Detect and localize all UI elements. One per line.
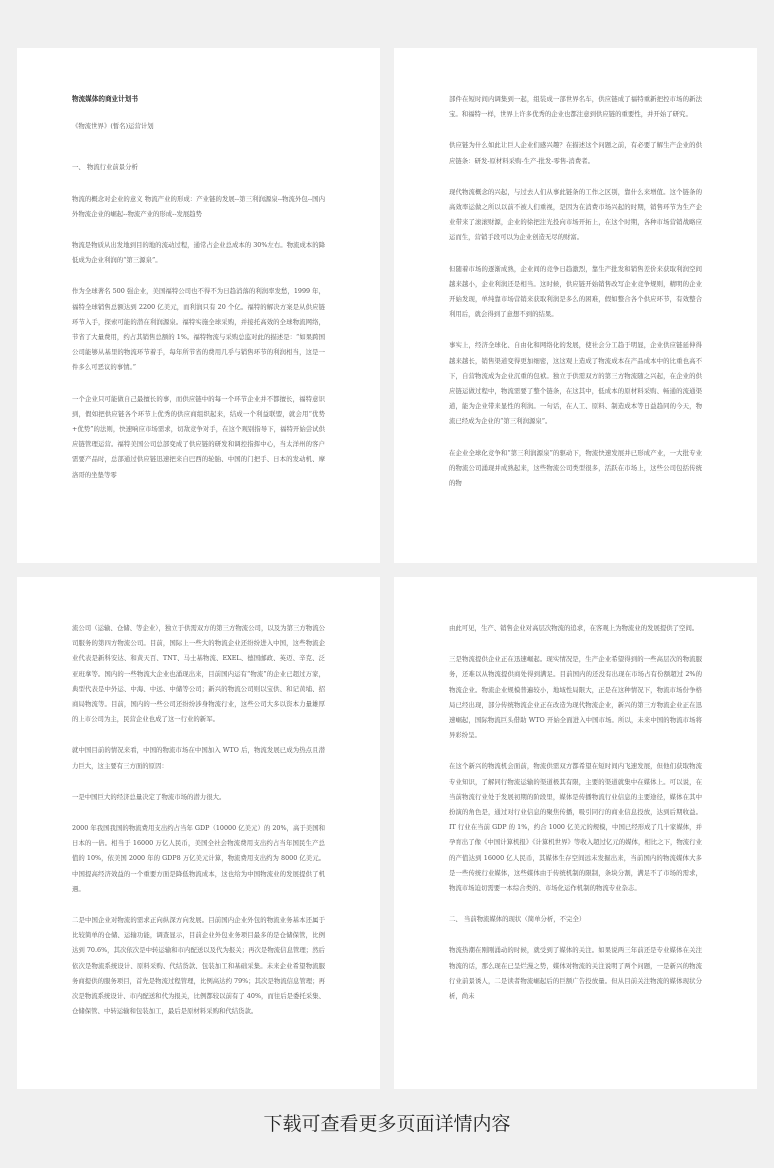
document-page-3 [17,577,380,1089]
paragraph: 由此可见，生产、销售企业对高层次物流的追求，在客观上为物流业的发展提供了空间。 [449,624,699,632]
paragraph: 物流热潮在刚刚涌动的时候，就受到了媒体的关注。如果说两三年前还是专业媒体在关注物流的话，那么现在已呈烂漫之势，媒体对物流的关注说明了两个问题，一是新兴的物流行业前景诱人，二是读者物流崛起后的巨额广告投放量。但从目前关注物流的媒体现状分析，尚未 [449,946,702,1001]
paragraph: 一个企业只可能做自己最擅长的事，而供应链中的每一个环节企业并不都擅长，福特意识到，假如把供应链各个环节上优秀的供应商组织起来，结成一个利益联盟，就会用“优势+优势”的法则，快速响应市场需求，切敌竞争对手，在这个观别指导下，福特开始尝试供应链管理运营。福特美国公司总部变成了供应链的研发和调控指挥中心，当太洋州的客户需要产品时，总部通过供应链迅速把来自巴西的轮胎、中国的门把手、日本的发动机、摩洛哥的坐垫等零 [72,394,325,479]
paragraph: 就中国目前的情况来看，中国的物流市场在中国加入 WTO 后，物流发展已成为热点且潜力巨大，这主要有三方面的原因： [72,746,325,770]
paragraph: 2000 年我国我国的物流费用支出约占当年 GDP（10000 亿美元）的 20%，高于美国和日本的一倍。相当于 16000 万亿人民币，美国全社会物流费用支出约占当年国民生产总值的 10%，依美国 2000 年的 GDP8 万亿美元计算，物流费用支出约为 8000 亿美元。中国提高经济效益的一个重要方面是降低物流成本，这也给为中国物流业的发展提供了机遇。 [72,824,325,893]
paragraph: 一是中国巨大的经济总量决定了物流市场的潜力很大。 [72,792,226,801]
section-heading: 一、 物流行业前景分析 [72,163,138,172]
paragraph: 二是中国企业对物流的需求正向纵深方向发展。目前国内企业外包的物流业务基本还属于比较简单的仓储、运输功能，调查显示，目前企业外包业务项目最多的是仓储保管，比例达到 70.6%，其次依次是中转运输和市内配送以及代为报关；再次是物流信息管理；然后依次是物流系统设计、原料采购、代结货款、包装加工和基础采集。未来企业希望物流服务商提供的服务项目，首先是物流过程管理，比例高达约 79%；其次是物流信息管理；再次是物流系统设计、市内配送和代为报关，比例都较以前有了 40%，而往后是委托采集、仓储保管、中转运输和包装加工，最后是原材料采购和代结货款。 [72,916,325,1016]
paragraph: 供应链为什么如此让巨人企业们感兴趣？在描述这个问题之前，有必要了解生产企业的供应链条：研发-原材料采购-生产-批发-零售-消费者。 [449,141,702,165]
document-subtitle: 《物流世界》(暂名)运营计划 [72,122,154,131]
section-heading: 二、 当前物流媒体的现状（简单分析，不完全） [449,915,586,924]
paragraph: 物流的概念对企业的意义 物流产业的形成：产业链的发展--第三利润源泉--物流外包--国内外物流企业的崛起--物流产业的形成--发展趋势 [72,194,325,218]
paragraph: 在这个新兴的物流机会面前，物流供需双方都希望在短时间内飞速发展，但他们获取物流专业知识，了解同行物流运输的渠道极其有限，主要的渠道就集中在媒体上。可以说，在当前物流行业处于发展初期的阶段里，媒体是传播物流行业信息的主要途径，媒体在其中扮演的角色是，通过对行业信息的聚焦传播，吸引同行的商业信息投放，达到后期收益。IT 行业在当前 GDP 的 1%，约合 1000 亿美元的规模，中国已经形成了几十家媒体，并孕育出了像《中国计算机报》《计算机世界》等收入超过亿元的媒体，相比之下，物流行业的产值达到 16000 亿人民币，其媒体生存空间远未发掘出来，当前国内的物流媒体大多是一些传统行业媒体，这些媒体由于传统机制的限制，条块分割，满足不了市场的需求，物流市场迫切需要一本综合类的、市场化运作机制的物流专业杂志。 [449,762,702,893]
document-page-1 [17,48,380,563]
paragraph: 但随着市场的逐渐成熟，企业间的竞争日趋激烈，靠生产批发和销售差价来获取利润空间越来越小，企业利润还是相当。这时候，供应链开始销售改写企业竞争规则，精明的企业开始发现，单纯靠市场营销来获取利润是多么的困难，假如整合各个供应环节，有效整合利用后，就会得到了意想不到的结果。 [449,264,702,319]
paragraph: 流公司（运输、仓储、等企业），独立于供需双方的第三方物流公司，以及为第三方物流公司服务的第四方物流公司。目前，国际上一些大的物流企业还纷纷进入中国，这些物流企业代表是新科安达、和黄天百、TNT、马士基物流、EXEL、德国邮政、英迈、辛克、泛亚班拿等。国内的一些物流大企业也涌现出来，目前国内运有“物流”的企业已超过万家，典型代表是中外运、中海、中远、中储等公司；新兴的物流公司则以宝供、和记黄埔、招商局物流等。目前，国内的一些公司还纷纷涉身物流行业，这些公司大多以资本力量雄厚的上市公司为主，民营企业也成了这一行业的新军。 [72,624,325,724]
paragraph: 现代物流概念的兴起，与过去人们从事此链条的工作之区别，靠什么来增值。这个链条的高效率运做之所以以前不被人们重视，是因为在消费市场兴起的时期，销售环节为生产企业带来了滚滚财源，企业的徐把注光投向市场开拓上，在这个时期，各种市场营销战略应运而生，营销手段可以为企业创造无尽的财富。 [449,187,702,242]
document-title: 物流媒体的商业计划书 [72,95,138,103]
download-more-prompt[interactable]: 下载可查看更多页面详情内容 [263,1113,511,1135]
paragraph: 作为全球著名 500 强企业，美国福特公司也不得不为日趋消落的利润率发愁，1999 年，福特全球销售总额达到 2200 亿美元，而利润只有 20 个亿。福特的解决方案是从供应链环节入手，探索可能的潜在利润源泉。福特实施全球采购，并接托高效的全球物流网络，节省了大量费用，约占其销售总额的 1%。福特物流与采购总监对此的描述是：“如果跨国公司能够从基里的物流环节着手，每年所节省的费用几乎与销售环节的利润相当，这是一件多么可恶议的事情。” [72,287,325,372]
paragraph: 在企业全球化竞争和“第三利润源泉”的驱动下，物流快速发展并已形成产业，一大批专业的物流公司涌现并成熟起来，这些物流公司类型很多，活跃在市场上，这些公司包括传统的物 [449,448,702,488]
paragraph: 物流是物质从出发地到目的地的流动过程，通常占企业总成本的 30%左右。物流成本的降低成为企业利润的“第三源泉”。 [72,241,325,265]
paragraph: 部件在短时间内调集到一起，组装成一部世界名车，供应链成了福特重新把控市场的新法宝。和福特一样，世界上许多优秀的企业也都注意到供应链的重要性，并开始了研究。 [449,95,702,119]
paragraph: 事实上，经济全球化、自由化和网络化的发展，使社会分工趋于明显，企业供应链延伸得越来越长，销售渠道变得更加细密，这这观上造成了物流成本在产品成本中的比重也高不下，自营物流成为企业沉重的包袱。独立于供需双方的第三方物流随之兴起，在企业的供应链运做过程中，物流需要了整个链条，在这其中，低成本的原材料采购、畅通的流通渠道，能为企业带来显性的利润。一句话，在人工、原料、制造成本等日益趋同的今天，物流已经成为企业的“第三利润源泉”。 [449,341,702,426]
paragraph: 三是物流提供企业正在迅速崛起。现实情况是，生产企业希望得到的一些高层次的物流服务，还难以从物流提供商处得到满足。目前国内的还没有出现在市场占有份额超过 2%的物流企业。物流企业规模普遍较小，地域性局限大，正是在这种情况下，物流市场份争格局已经出现，部分传统物流企业正在改造为现代物流企业，新兴的第三方物流企业正在迅速崛起，国际物流巨头借助 WTO 开始全面进入中国市场。所以，未来中国的物流市场将异彩纷呈。 [449,655,702,740]
document-page-4 [394,577,757,1089]
document-page-2 [394,48,757,563]
